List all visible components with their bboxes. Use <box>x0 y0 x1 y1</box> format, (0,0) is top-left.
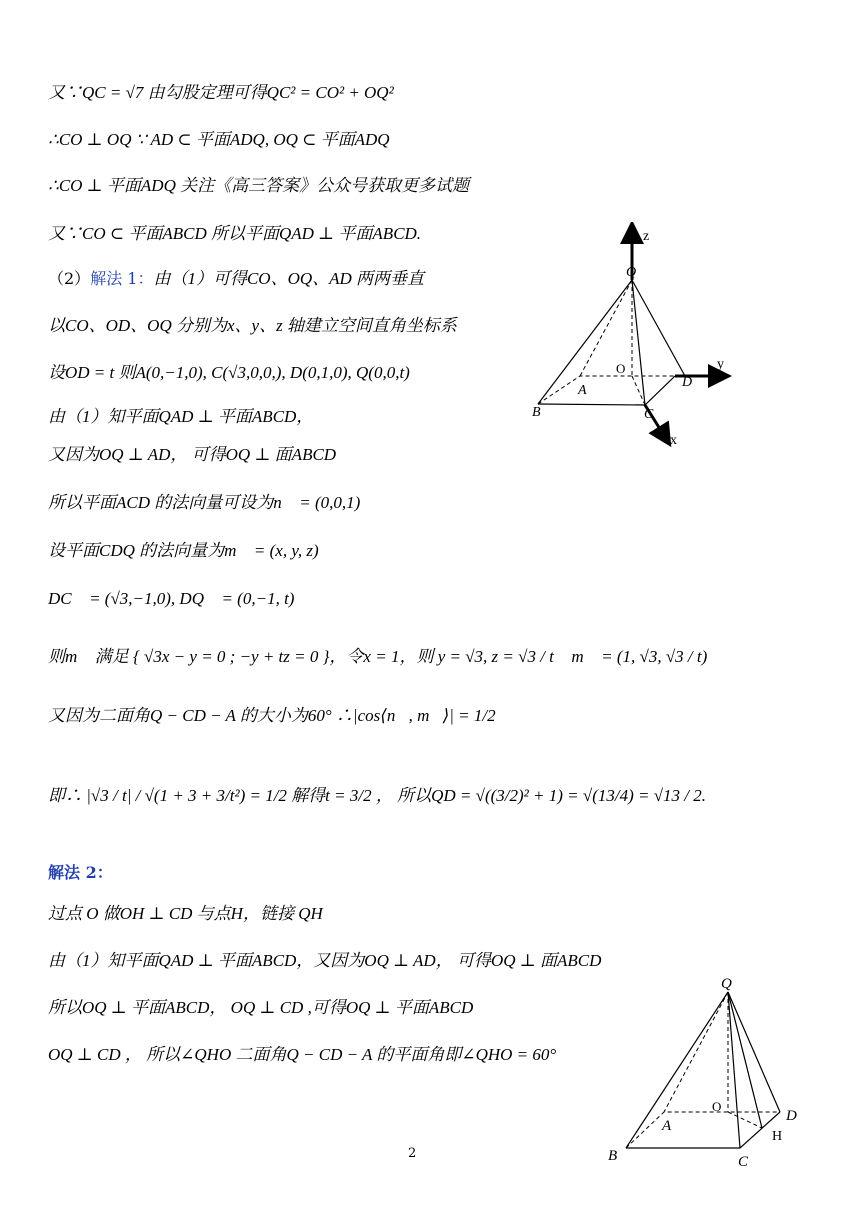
method2-plane-perp-line: 由（1）知平面QAD ⊥ 平面ABCD，又因为OQ ⊥ AD， 可得OQ ⊥ 面ABCD <box>48 951 602 970</box>
label-o: O <box>616 361 626 376</box>
label-c-2: C <box>738 1154 749 1170</box>
page-number: 2 <box>408 1146 417 1161</box>
vectors-dc-dq-line: DC⃗ = (√3,−1,0), DQ⃗ = (0,−1, t) <box>48 589 295 608</box>
label-o-2: O <box>712 1099 722 1114</box>
edge-qa-2 <box>664 992 728 1112</box>
coordinate-system-line: 以CO、OD、OQ 分别为x、y、z 轴建立空间直角坐标系 <box>48 316 457 335</box>
proof-line-conclusion-part1: 又∵CO ⊂ 平面ABCD 所以平面QAD ⊥ 平面ABCD. <box>48 224 422 243</box>
label-c: C <box>644 407 654 422</box>
edge-qc <box>632 280 645 405</box>
pyramid-axes-figure <box>520 222 740 450</box>
label-y: y <box>717 357 724 372</box>
pyramid-h-figure <box>600 972 815 1172</box>
coordinates-line: 设OD = t 则A(0,−1,0), C(√3,0,0,), D(0,1,0), Q(0,0,t) <box>48 363 410 382</box>
part2-line <box>48 268 424 290</box>
normal-vector-n-line: 所以平面ACD 的法向量可设为n⃗ = (0,0,1) <box>48 493 361 512</box>
method2-oq-perp-line: 所以OQ ⊥ 平面ABCD， OQ ⊥ CD ,可得OQ ⊥ 平面ABCD <box>48 998 474 1017</box>
label-x: x <box>670 433 677 448</box>
proof-line-co-perp-oq: ∴CO ⊥ OQ ∵ AD ⊂ 平面ADQ, OQ ⊂ 平面ADQ <box>48 130 390 149</box>
label-a-2: A <box>662 1118 672 1134</box>
label-q: Q <box>626 265 637 280</box>
proof-line-co-perp-plane: ∴CO ⊥ 平面ADQ 关注《高三答案》公众号获取更多试题 <box>48 176 470 195</box>
system-of-equations-line: 则m⃗ 满足 { √3x − y = 0 ; −y + tz = 0 }，令x = 1，则 y = √3, z = √3 / t ∴m⃗ = (1, √3, √3 / t) <box>48 647 708 666</box>
label-b-2: B <box>608 1148 618 1164</box>
label-d-2: D <box>786 1108 797 1124</box>
plane-perp-line: 由（1）知平面QAD ⊥ 平面ABCD， <box>48 407 314 426</box>
dihedral-angle-line: 又因为二面角Q − CD − A 的大小为60° ∴|cos⟨n⃗, m⃗⟩| = 1/2 <box>48 706 496 725</box>
method2-construction-line: 过点 O 做OH ⊥ CD 与点H，链接 QH <box>48 904 323 923</box>
label-z: z <box>643 229 650 244</box>
label-b: B <box>532 405 541 420</box>
method1-heading: 解法 1： <box>90 269 154 288</box>
base-hidden-edges <box>538 376 675 404</box>
method1-intro: 由（1）可得CO、OQ、AD 两两垂直 <box>153 269 425 288</box>
method2-heading: 解法 2： <box>48 863 113 882</box>
base-front-edges-2 <box>626 1112 783 1148</box>
edge-oh <box>728 1112 762 1128</box>
method2-angle-line: OQ ⊥ CD ， 所以∠QHO 二面角Q − CD − A 的平面角即∠QHO = 60° <box>48 1045 557 1064</box>
edge-qb-2 <box>626 992 728 1148</box>
label-h: H <box>772 1129 783 1144</box>
normal-vector-m-line: 设平面CDQ 的法向量为m⃗ = (x, y, z)， <box>48 541 332 560</box>
label-q-2: Q <box>721 976 732 992</box>
base-hidden-edges-2 <box>626 1112 783 1148</box>
label-d: D <box>682 375 693 390</box>
proof-line-qc-sqrt7: 又∵QC = √7 由勾股定理可得QC² = CO² + OQ² <box>48 83 394 102</box>
oq-perp-line: 又因为OQ ⊥ AD， 可得OQ ⊥ 面ABCD <box>48 445 337 464</box>
part2-label: （2） <box>48 269 91 288</box>
label-a: A <box>578 383 587 398</box>
solve-t-line: 即∴ |√3 / t| / √(1 + 3 + 3/t²) = 1/2 解得t = 3/2 ， 所以QD = √((3/2)² + 1) = √(13/4) = √13 / 2. <box>48 786 707 805</box>
